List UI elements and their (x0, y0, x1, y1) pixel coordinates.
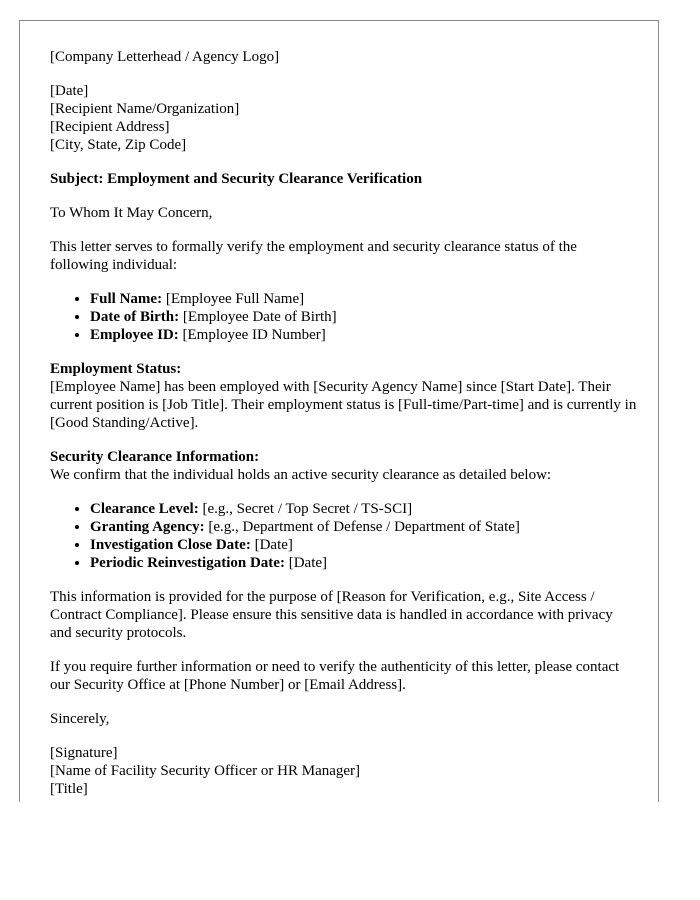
employment-text: [Employee Name] has been employed with [Security Agency Name] since [Start Date]. Their current position is [Job Title]. Their employment status is [Full-time/Part-time] and is currently in [Good Standing/Active]. (50, 379, 637, 431)
item-value: [Date] (284, 555, 328, 571)
clearance-section (50, 448, 638, 484)
employment-section (50, 360, 638, 432)
list-item (90, 518, 638, 536)
subject-line: Subject: Employment and Security Clearance Verification (50, 171, 423, 187)
item-value: [Employee Date of Birth] (179, 309, 337, 325)
letter-date: [Date] (50, 83, 89, 99)
recipient-address: [Recipient Address] (50, 119, 170, 135)
letter-page (19, 20, 659, 802)
list-item (90, 536, 638, 554)
employment-heading: Employment Status: (50, 361, 182, 377)
item-value: [Employee Full Name] (162, 291, 305, 307)
clearance-text: We confirm that the individual holds an active security clearance as detailed below: (50, 467, 552, 483)
item-value: [e.g., Department of Defense / Department of State] (204, 519, 520, 535)
item-label: Employee ID: (90, 327, 179, 343)
list-item (90, 290, 638, 308)
clearance-details-list (50, 500, 638, 572)
item-label: Granting Agency: (90, 519, 205, 535)
item-label: Investigation Close Date: (90, 537, 251, 553)
item-label: Periodic Reinvestigation Date: (90, 555, 285, 571)
salutation: To Whom It May Concern, (50, 205, 213, 221)
item-label: Date of Birth: (90, 309, 180, 325)
item-value: [Employee ID Number] (178, 327, 326, 343)
item-value: [e.g., Secret / Top Secret / TS-SCI] (198, 501, 413, 517)
recipient-block (50, 82, 638, 154)
signer-title: [Title] (50, 781, 88, 797)
signature-line: [Signature] (50, 745, 118, 761)
item-label: Full Name: (90, 291, 163, 307)
intro-paragraph: This letter serves to formally verify the employment and security clearance status of the following individual: (50, 239, 577, 273)
recipient-name: [Recipient Name/Organization] (50, 101, 240, 117)
list-item (90, 308, 638, 326)
list-item (90, 326, 638, 344)
purpose-paragraph: This information is provided for the purpose of [Reason for Verification, e.g., Site Access / Contract Compliance]. Please ensure this sensitive data is handled in accordance with privacy and security protocols. (50, 589, 613, 641)
recipient-city: [City, State, Zip Code] (50, 137, 187, 153)
individual-details-list (50, 290, 638, 344)
list-item (90, 500, 638, 518)
clearance-heading: Security Clearance Information: (50, 449, 260, 465)
letterhead: [Company Letterhead / Agency Logo] (50, 49, 280, 65)
signer-name: [Name of Facility Security Officer or HR Manager] (50, 763, 361, 779)
list-item (90, 554, 638, 572)
closing: Sincerely, (50, 711, 110, 727)
signature-block (50, 744, 638, 798)
item-value: [Date] (250, 537, 293, 553)
item-label: Clearance Level: (90, 501, 199, 517)
contact-paragraph: If you require further information or need to verify the authenticity of this letter, please contact our Security Office at [Phone Number] or [Email Address]. (50, 659, 620, 693)
